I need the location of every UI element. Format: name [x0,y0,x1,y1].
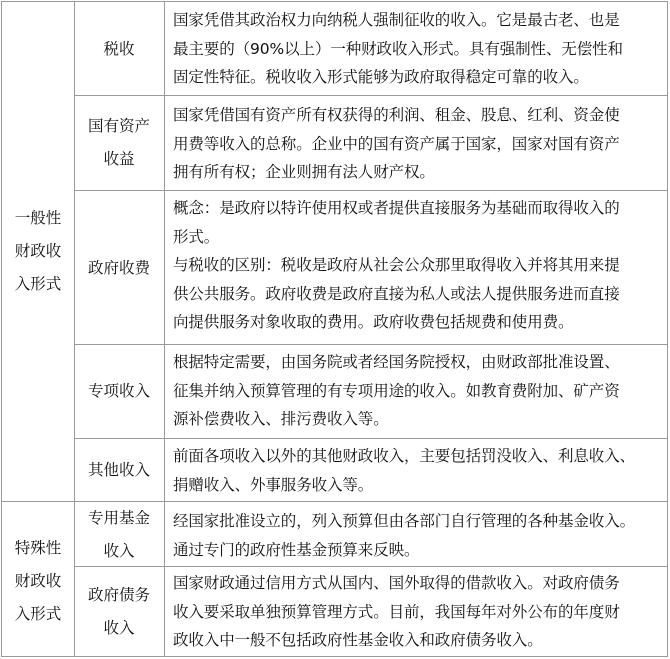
revenue-forms-table [1,1,668,657]
item-name-state-asset-income: 国有资产 收益 [87,117,150,168]
item-name-government-fees: 政府收费 [87,259,150,277]
row-divider-2 [74,190,667,191]
item-desc-tax: 国家凭借其政治权力向纳税人强制征收的收入。它是最古老、也是 最主要的（90%以上）一种财政收入形式。具有强制性、无偿性和 固定性特征。税收收入形式能够为政府取得稳定可靠的收入。 [173,11,623,86]
item-name-other-income: 其他收入 [87,461,150,479]
item-desc-special-income: 根据特定需要，由国务院或者经国务院授权，由财政部批准设置、 征集并纳入预算管理的有专项用途的收入。如教育费附加、矿产资 源补偿费收入、排污费收入等。 [173,353,620,428]
row-divider-3 [74,344,667,345]
item-name-tax: 税收 [103,40,135,58]
row-divider-1 [74,95,667,96]
item-name-special-income: 专项收入 [87,382,150,400]
column-divider-2 [164,2,165,656]
row-divider-4 [74,438,667,439]
item-name-government-debt-income: 政府债务 收入 [87,586,150,637]
item-desc-government-debt-income: 国家财政通过信用方式从国内、国外取得的借款收入。对政府债务 收入要采取单独预算管理方式。目前，我国每年对外公布的年度财 政收入中一般不包括政府性基金收入和政府债务收入。 [173,574,620,649]
group-label-special: 特殊性 财政收 入形式 [14,539,62,623]
item-desc-special-fund-income: 经国家批准设立的，列入预算但由各部门自行管理的各种基金收入。 通过专门的政府性基金预算来反映。 [173,512,636,559]
item-desc-state-asset-income: 国家凭借国有资产所有权获得的利润、租金、股息、红利、资金使 用费等收入的总称。企业中的国有资产属于国家，国家对国有资产 拥有所有权；企业则拥有法人财产权。 [173,106,620,181]
item-name-special-fund-income: 专用基金 收入 [87,509,150,560]
item-desc-government-fees: 概念：是政府以特许使用权或者提供直接服务为基础而取得收入的 形式。 与税收的区别：税收是政府从社会公众那里取得收入并将其用来提 供公共服务。政府收费是政府直接为私人或法人提供服务进而直接 向提供服务对象收取的费用。政府收费包括规费和使用费。 [173,199,620,331]
item-desc-other-income: 前面各项收入以外的其他财政收入，主要包括罚没收入、利息收入、 捐赠收入、外事服务收入等。 [173,447,636,494]
group-label-general: 一般性 财政收 入形式 [14,209,62,293]
